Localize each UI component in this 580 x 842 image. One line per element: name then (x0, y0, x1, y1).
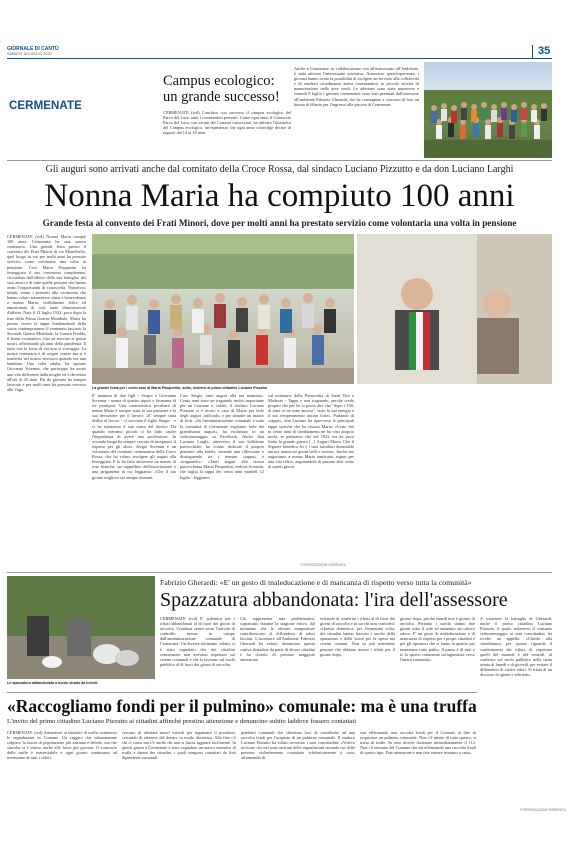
newspaper-name: GIORNALE DI CANTÙ (7, 46, 59, 52)
nonna-separator (7, 572, 552, 573)
spazzatura-kicker: Fabrizio Gherardi: «E' un gesto di maleducazione e di mancanza di rispetto verso tutta la comunità» (160, 578, 472, 587)
header-rule (7, 58, 552, 59)
campus-people-illustration (424, 62, 552, 158)
abandoned-trash-photo (7, 576, 155, 679)
pulmino-col-1: CERMENATE (tvd) Attenzione ai tentativi di truffe: numerose le segnalazioni in Comune. Un raggiro che soltanamente colpisce la fascia di popolazione più anziana e debole, ma che stavolta si è esteso anche alle fasce più giovani. Il sconcerto delle truffe è inarrestabile e ogni giorno continuano ad inventarne di tutti i colori. (7, 730, 117, 761)
trash-bins-illustration (7, 576, 155, 679)
section-label: CERMENATE (9, 100, 82, 112)
spazzatura-separator (7, 692, 477, 693)
page-number-divider (532, 45, 533, 59)
pulmino-headline: «Raccogliamo fondi per il pulmino» comunale: ma è una truffa (7, 696, 477, 716)
spazzatura-col-2: Ciò rappresenta una problematica, soprattutto durante la stagione estiva, dal momento che le elevate temperature contribuiscono al diffondersi di odori lasciati. L'assessore all'Ambiente Fabrizio Gherardi ha voluto denunciare questa cattiva abitudine da parte di alcuni cittadini e ha chiesto di prestare maggiore attenzione, (240, 616, 315, 662)
nonna-col-3: Caro Sergio, tanti auguri alla tua mamma». Cento anni sono un traguardo molto importante per un Comune e, infatti, il sindaco Luciano Pizzutto si è recato a casa di Maria per farle degli auguri «ufficiali» e per donarle un mazzo di fiori: «In l'amministrazione comunale e tutta la comunità di Cermenate vogliamo farle dei grandissimi auguri», ha esclamato in un videomessaggio su Facebook. Anche don Luciano Larghi, attraverso il suo bollettino parrocchiale, ha voluto dedicare il proprio pensiero alla fedele, facendo una riflessione e distinguendo tra i termini «tappa» e «traguardo»: «Tanti auguri alla nostra parrocchiana Maria Pasquettin, vedova Scremin, che taglia la tappa dei cento anni martedì 12 luglio - leggiamo (180, 393, 264, 480)
trash-photo-caption: Le spazzatura abbandonata a bordo strada da incivili (7, 681, 98, 685)
pulmino-col-4: star effettuando una raccolta fondi per il Comune al fine di acquistare un pulmino comunale. Non c'è niente di tutto questo, si tratta di truffe. In caso dovete chiamare immediatamente il 112. Non c'è nessuno del Comune che sta effettuando una raccolta fondi di questo tipo. Fate attenzione e non fate entrare nessuno a casa». (360, 730, 476, 756)
campus-title: Campus ecologico: un grande successo! (163, 73, 280, 105)
nonna-col-1: CERMENATE (tvd) Nonna Maria compie 100 anni: Cermenate ha una nuova centenaria. Una grande festa presso il convento dei Frati Minori di via Montebello, quel luogo in cui per molti anni ha prestato servizio come volontaria una volta in pensione. Così Maria Pasquettin ha festeggiato il suo centesimo compleanno, circondata dall'affetto della sua famiglia, dei suoi amici e di tutte quelle persone che hanno avuto l'opportunità di conoscerla. Numerosi, infatti, erano i presenti alla cerimonia che hanno voluto trasmettere stima e benevolenza a nonna Maria, visibilmente felice ed emozionata di così tante dimostrazioni d'affetto. Nata il 12 luglio 1922, poco dopo la fine della Prima Guerra Mondiale, Maria ha potuto vivere le tappe fondamentali della storia contemporanea: il ventennio fascista, la Seconda Guerra Mondiale, la Guerra Fredda, il boom economico, fino ad arrivare ai giorni nostri, affrontando gli anni della pandemia. Il tutto con la forza di chi non si scoraggia. La nostra centenaria è di origini venete ma si è trasferita nel nostro territorio quando era una bambina. Una volta adulta, ha sposato Giovanni Scremin, che purtroppo ha avuto una vita differente dalla moglie ed è deceduto all'età di 43 anni. Fin da giovane ha sempre lavorato e per molti anni ha prestato servizio alla Vaga. (7, 234, 86, 392)
spazzatura-col-1: CERMENATE (tvd) E' polemica per i rifiuti abbandonati al di fuori dei giorni di raccolta. Continua senza sosta l'attività di controllo messa in campo dall'amministrazione comunale di Cermenate. Un diverse settimane, infatti, ci è stato segnalato che dei cittadini cermenatesi non avevano rispettato sui cestini comunali e che la lasciano sul suolo pubblico al di fuori dei giorni di raccolta. (160, 616, 235, 667)
spazzatura-headline: Spazzatura abbandonata: l'ira dell'assessore (160, 589, 508, 611)
campus-group-photo (424, 62, 552, 158)
pulmino-col-5: A sostenere la battaglia di Gherardi, anche il primo cittadino Luciano Pizzutto, il quale, attraverso il consueto videomessaggio ai suoi concittadini, ha rivolto un appello: «Chiedo alla cittadinanza, per quanto riguarda il conferimento dei rifiuti, di rispettare quelli del martedì e del venerdì, di conferire sul suolo pubblico nella tarda serata di lunedì e di giovedì, per evitare il diffondersi di cattivi odori. Si tratta di un discorso di igiene e sobrietà». (480, 616, 552, 678)
party-photo-caption: La grande festa per i cento anni di Maria Pasquettin; sotto, insieme al primo cittadino Luciano Pizzutto (92, 386, 267, 390)
pulmino-subtitle: L'invito del primo cittadino Luciano Pizzutto ai cittadini affinché prestino attenzione e denuncino subito laddove fossero contattati (7, 718, 357, 725)
pulmino-col-3: pendenti comunali che chiedono loro di contribuire ad una raccolta fondi per l'acquisto di un pulmino comunale. Il sindaco Luciano Pizzutto ha voluto avvertire i suoi concittadini: «Volevo avvisare che nel sono arrivate delle segnalazioni secondo cui delle persone violentemente contattate telefonicamente a casa, affermando di (241, 730, 355, 761)
issue-date: SABATO 16 LUGLIO 2022 (7, 52, 52, 56)
nonna-col-2: E' mamma di due figli - Sergio e Giovanna Scremin - nonna di quattro nipoti e bisnonna di tre pronipoti. Una caratteristica peculiare di nonna Maria è sempre stata la sua passione e la sua devozione per il lavoro: «E' sempre stata dedita al lavoro - ci racconta il figlio Sergio - e ci ha trasmesso il suo senso del dovere. Da quando eravamo piccoli ci ha fatto capire l'importanza di avere una professione. In secondo luogo ha sempre cercato di insegnarci il rispetto per gli altri». Sergio Scremin è un volontario del comitato cermenatese della Croce Rossa, che ha voluto rivolgere gli auguri alla festeggiata. E lo ha fatto attraverso un mazzo di rose bianche, un cappellino dell'associazione e una pergamena in cui leggiamo: «Che il tuo giorno migliore sia sempre domani. (92, 393, 176, 480)
campus-separator (7, 160, 552, 161)
mayor-with-maria-photo (357, 234, 552, 384)
party-people-illustration (92, 234, 354, 384)
pulmino-col-2: cercano di adottare nuovi metodi per ingannare il prossimo, cercando di ottenere del denaro in modo disonesto. Alla fine c'è chi ci casca ma c'è anche chi non si lascia aggirare facilmente. In questi giorni a Cermenate e stato segnalato un nuovo tentativo di truffa a danno dei cittadini, i quali vengono contattati da finti dipendenti comunali. (122, 730, 236, 761)
campus-body-b: Anche a Cermenate, in collaborazione con all'assessorato all'Ambiente, è stata attivata l'interessante iniziativa. Attraverso quest'esperienza, i giovani hanno avuto la possibilità di svolgere un servizio alla collettività e di rendersi cittadinanza attiva cimentandosi in piccole attività di manutenzione nelle aree verdi. Le adesioni sono state numerose e venerdì 8 luglio i giovani cermenatesi sono stati premiati dall'assessore all'ambiente Fabrizio Gherardi, che ha consegnato a ciascuno di loro un buono di 60euro per l'ingresso alle piscine di Cermenate. (294, 66, 419, 107)
spazzatura-col-4: giorno dopo, perché lunedì non è giorno di raccolta. Pertanto i sacchi stanno due giorni sotto il sole ed emanano un cattivo odore. E' un gesto di maleducazione e di mancanza di rispetto per i propri cittadini e per gli operatori che si fanno in quattro per mantenere tutto pulito. Il paese è di tutti e io lo spreco commento un'ingiustizia verso l'intera comunità». (400, 616, 475, 662)
nonna-kicker: Gli auguri sono arrivati anche dal comitato della Croce Rossa, dal sindaco Luciano Pizzutto e da don Luciano Larghi (45, 164, 514, 175)
nonna-subtitle: Grande festa al convento dei Frati Minori, dove per molti anni ha prestato servizio come volontaria una volta in pensione (42, 218, 517, 228)
centenary-party-photo (92, 234, 354, 384)
mayor-portrait-illustration (357, 234, 552, 384)
nonna-col-4: sul notiziario della Parrocchia di Santi Vito e Modesto - Tappa e non traguardo, perché credo proprio che per lei si possa dire che "dopo i 100, di anni ce ne sono ancora", visto la sua energia e il suo temperamento ancora forte». Parlando di «tappa», don Luciano ha ripercorso le principali tappe storiche che ha vissuto Maria: «Certo che in cento anni di cambiamenti ne ha visti proprio molti, se pensiamo che nel 1922 era da poco finita la grande guerra [...] Auguri Maria. Che il Signore benedica lei e i suoi familiari donandole ancora numerosi giorni belli e sereni». Anche noi auguriamo a nonna Maria tantissimi auguri per una vita felice, augurandole di passare altri cento di questi giorni. (268, 393, 354, 470)
spazzatura-col-3: evitando di conferire i rifiuti al di fuori dei giorni di raccolta e in sacchi non conformi: «Questa domenica, per l'ennesima volta, dei cittadini hanno lasciato i sacchi della spazzatura e delle borse per la spesa nei cestini comuni. Non so più nemmeno pensare che abbiano messo i rifiuti per il giorno dopo, (320, 616, 395, 657)
campus-body-a: CERMENATE (tvd) Concluso con successo il campus ecologico del Parco del Lura: tanti i cermenatesi presenti. Come ogni anno il Consorzio Parco del Lura, con alcuni dei Comuni consorziati, ha attivato l'iniziativa del Campus ecologico, un'esperienza che ogni anno coinvolge decine di ragazzi dai 14 ai 18 anni. (163, 110, 291, 136)
pulmino-credit: © RIPRODUZIONE RISERVATA (520, 808, 566, 812)
nonna-credit: © RIPRODUZIONE RISERVATA (300, 563, 346, 567)
page-number: 35 (538, 45, 551, 57)
nonna-headline: Nonna Maria ha compiuto 100 anni (44, 178, 515, 214)
